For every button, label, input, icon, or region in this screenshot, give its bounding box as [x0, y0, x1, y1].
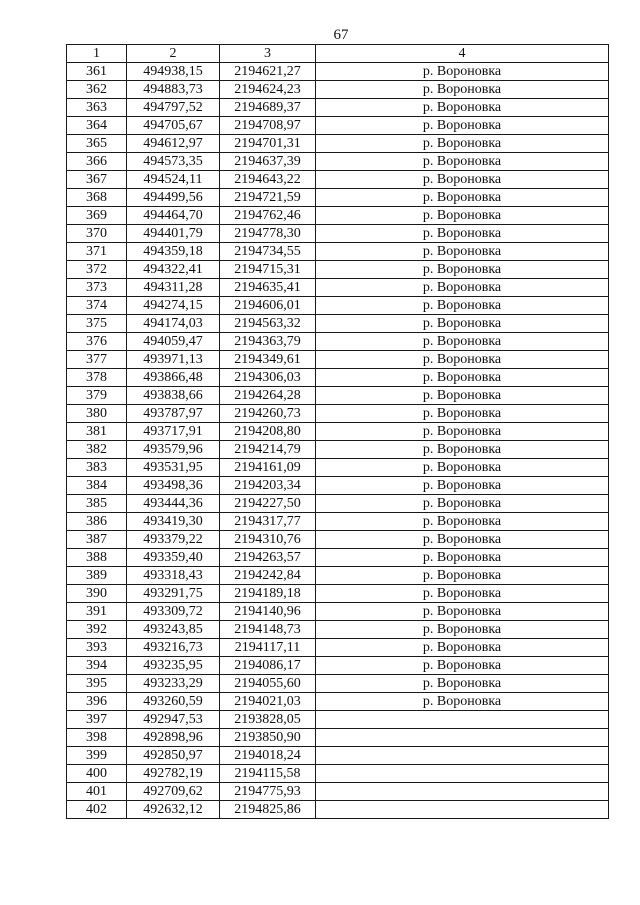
point-number-cell: 394	[67, 657, 127, 675]
x-coordinate-cell: 494464,70	[127, 207, 220, 225]
x-coordinate-cell: 493498,36	[127, 477, 220, 495]
point-number-cell: 375	[67, 315, 127, 333]
y-coordinate-cell: 2194115,58	[220, 765, 316, 783]
x-coordinate-cell: 493379,22	[127, 531, 220, 549]
table-row	[67, 189, 609, 207]
table-row	[67, 657, 609, 675]
point-number-cell: 382	[67, 441, 127, 459]
table-row	[67, 243, 609, 261]
table-row	[67, 549, 609, 567]
table-row	[67, 117, 609, 135]
table-row	[67, 81, 609, 99]
x-coordinate-cell: 493235,95	[127, 657, 220, 675]
x-coordinate-cell: 493291,75	[127, 585, 220, 603]
y-coordinate-cell: 2194775,93	[220, 783, 316, 801]
y-coordinate-cell: 2194260,73	[220, 405, 316, 423]
description-cell: р. Вороновка	[316, 279, 609, 297]
description-cell: р. Вороновка	[316, 459, 609, 477]
point-number-cell: 393	[67, 639, 127, 657]
x-coordinate-cell: 494883,73	[127, 81, 220, 99]
description-cell: р. Вороновка	[316, 63, 609, 81]
description-cell: р. Вороновка	[316, 693, 609, 711]
y-coordinate-cell: 2194734,55	[220, 243, 316, 261]
table-row	[67, 513, 609, 531]
x-coordinate-cell: 493838,66	[127, 387, 220, 405]
table-row	[67, 333, 609, 351]
y-coordinate-cell: 2194635,41	[220, 279, 316, 297]
y-coordinate-cell: 2194140,96	[220, 603, 316, 621]
x-coordinate-cell: 494938,15	[127, 63, 220, 81]
description-cell: р. Вороновка	[316, 621, 609, 639]
x-coordinate-cell: 493444,36	[127, 495, 220, 513]
description-cell: р. Вороновка	[316, 243, 609, 261]
point-number-cell: 398	[67, 729, 127, 747]
description-cell: р. Вороновка	[316, 189, 609, 207]
header-cell-2: 2	[127, 45, 220, 63]
description-cell: р. Вороновка	[316, 585, 609, 603]
point-number-cell: 386	[67, 513, 127, 531]
y-coordinate-cell: 2194117,11	[220, 639, 316, 657]
y-coordinate-cell: 2193828,05	[220, 711, 316, 729]
point-number-cell: 374	[67, 297, 127, 315]
y-coordinate-cell: 2194721,59	[220, 189, 316, 207]
y-coordinate-cell: 2194715,31	[220, 261, 316, 279]
table-header	[67, 45, 609, 63]
y-coordinate-cell: 2194242,84	[220, 567, 316, 585]
point-number-cell: 392	[67, 621, 127, 639]
description-cell: р. Вороновка	[316, 225, 609, 243]
description-cell: р. Вороновка	[316, 603, 609, 621]
table-body	[67, 63, 609, 819]
table-row	[67, 783, 609, 801]
description-cell: р. Вороновка	[316, 387, 609, 405]
table-row	[67, 747, 609, 765]
y-coordinate-cell: 2194306,03	[220, 369, 316, 387]
x-coordinate-cell: 493866,48	[127, 369, 220, 387]
table-row	[67, 171, 609, 189]
y-coordinate-cell: 2194643,22	[220, 171, 316, 189]
x-coordinate-cell: 493531,95	[127, 459, 220, 477]
point-number-cell: 399	[67, 747, 127, 765]
description-cell: р. Вороновка	[316, 261, 609, 279]
description-cell: р. Вороновка	[316, 369, 609, 387]
point-number-cell: 400	[67, 765, 127, 783]
table-row	[67, 63, 609, 81]
y-coordinate-cell: 2194563,32	[220, 315, 316, 333]
y-coordinate-cell: 2194637,39	[220, 153, 316, 171]
y-coordinate-cell: 2194310,76	[220, 531, 316, 549]
point-number-cell: 363	[67, 99, 127, 117]
point-number-cell: 378	[67, 369, 127, 387]
x-coordinate-cell: 493318,43	[127, 567, 220, 585]
y-coordinate-cell: 2194606,01	[220, 297, 316, 315]
x-coordinate-cell: 493579,96	[127, 441, 220, 459]
description-cell	[316, 729, 609, 747]
point-number-cell: 369	[67, 207, 127, 225]
point-number-cell: 381	[67, 423, 127, 441]
table-row	[67, 567, 609, 585]
y-coordinate-cell: 2194363,79	[220, 333, 316, 351]
header-cell-4: 4	[316, 45, 609, 63]
table-row	[67, 423, 609, 441]
point-number-cell: 371	[67, 243, 127, 261]
y-coordinate-cell: 2194161,09	[220, 459, 316, 477]
description-cell: р. Вороновка	[316, 531, 609, 549]
x-coordinate-cell: 494499,56	[127, 189, 220, 207]
x-coordinate-cell: 493787,97	[127, 405, 220, 423]
coordinates-table	[66, 44, 609, 819]
y-coordinate-cell: 2194264,28	[220, 387, 316, 405]
y-coordinate-cell: 2194708,97	[220, 117, 316, 135]
x-coordinate-cell: 493243,85	[127, 621, 220, 639]
table-row	[67, 297, 609, 315]
description-cell	[316, 711, 609, 729]
x-coordinate-cell: 493216,73	[127, 639, 220, 657]
y-coordinate-cell: 2194621,27	[220, 63, 316, 81]
x-coordinate-cell: 493419,30	[127, 513, 220, 531]
description-cell: р. Вороновка	[316, 549, 609, 567]
y-coordinate-cell: 2194263,57	[220, 549, 316, 567]
y-coordinate-cell: 2193850,90	[220, 729, 316, 747]
description-cell: р. Вороновка	[316, 441, 609, 459]
y-coordinate-cell: 2194624,23	[220, 81, 316, 99]
table-row	[67, 603, 609, 621]
point-number-cell: 395	[67, 675, 127, 693]
description-cell: р. Вороновка	[316, 297, 609, 315]
table-row	[67, 765, 609, 783]
description-cell: р. Вороновка	[316, 423, 609, 441]
point-number-cell: 387	[67, 531, 127, 549]
y-coordinate-cell: 2194148,73	[220, 621, 316, 639]
description-cell: р. Вороновка	[316, 567, 609, 585]
table-row	[67, 351, 609, 369]
y-coordinate-cell: 2194208,80	[220, 423, 316, 441]
description-cell: р. Вороновка	[316, 99, 609, 117]
description-cell: р. Вороновка	[316, 675, 609, 693]
y-coordinate-cell: 2194214,79	[220, 441, 316, 459]
point-number-cell: 391	[67, 603, 127, 621]
description-cell: р. Вороновка	[316, 477, 609, 495]
x-coordinate-cell: 493233,29	[127, 675, 220, 693]
x-coordinate-cell: 493971,13	[127, 351, 220, 369]
description-cell: р. Вороновка	[316, 405, 609, 423]
header-cell-3: 3	[220, 45, 316, 63]
header-cell-1: 1	[67, 45, 127, 63]
point-number-cell: 366	[67, 153, 127, 171]
point-number-cell: 361	[67, 63, 127, 81]
x-coordinate-cell: 494274,15	[127, 297, 220, 315]
table-row	[67, 729, 609, 747]
x-coordinate-cell: 494359,18	[127, 243, 220, 261]
description-cell: р. Вороновка	[316, 135, 609, 153]
description-cell: р. Вороновка	[316, 153, 609, 171]
description-cell: р. Вороновка	[316, 333, 609, 351]
description-cell: р. Вороновка	[316, 513, 609, 531]
x-coordinate-cell: 493260,59	[127, 693, 220, 711]
x-coordinate-cell: 494401,79	[127, 225, 220, 243]
point-number-cell: 390	[67, 585, 127, 603]
table-row	[67, 621, 609, 639]
point-number-cell: 383	[67, 459, 127, 477]
x-coordinate-cell: 494174,03	[127, 315, 220, 333]
point-number-cell: 362	[67, 81, 127, 99]
x-coordinate-cell: 494322,41	[127, 261, 220, 279]
x-coordinate-cell: 492632,12	[127, 801, 220, 819]
x-coordinate-cell: 492947,53	[127, 711, 220, 729]
x-coordinate-cell: 494524,11	[127, 171, 220, 189]
table-row	[67, 693, 609, 711]
y-coordinate-cell: 2194778,30	[220, 225, 316, 243]
point-number-cell: 372	[67, 261, 127, 279]
x-coordinate-cell: 494059,47	[127, 333, 220, 351]
x-coordinate-cell: 494311,28	[127, 279, 220, 297]
point-number-cell: 373	[67, 279, 127, 297]
point-number-cell: 376	[67, 333, 127, 351]
x-coordinate-cell: 493359,40	[127, 549, 220, 567]
description-cell: р. Вороновка	[316, 639, 609, 657]
point-number-cell: 385	[67, 495, 127, 513]
table-row	[67, 315, 609, 333]
description-cell: р. Вороновка	[316, 315, 609, 333]
y-coordinate-cell: 2194825,86	[220, 801, 316, 819]
x-coordinate-cell: 494573,35	[127, 153, 220, 171]
table-row	[67, 711, 609, 729]
point-number-cell: 397	[67, 711, 127, 729]
table-row	[67, 477, 609, 495]
table-row	[67, 387, 609, 405]
y-coordinate-cell: 2194203,34	[220, 477, 316, 495]
y-coordinate-cell: 2194689,37	[220, 99, 316, 117]
point-number-cell: 388	[67, 549, 127, 567]
table-row	[67, 531, 609, 549]
table-row	[67, 441, 609, 459]
description-cell: р. Вороновка	[316, 81, 609, 99]
table-row	[67, 801, 609, 819]
x-coordinate-cell: 494797,52	[127, 99, 220, 117]
x-coordinate-cell: 492850,97	[127, 747, 220, 765]
table-row	[67, 405, 609, 423]
point-number-cell: 368	[67, 189, 127, 207]
table-row	[67, 225, 609, 243]
table-row	[67, 495, 609, 513]
table-row	[67, 135, 609, 153]
table-row	[67, 261, 609, 279]
table-row	[67, 99, 609, 117]
x-coordinate-cell: 492709,62	[127, 783, 220, 801]
y-coordinate-cell: 2194086,17	[220, 657, 316, 675]
point-number-cell: 364	[67, 117, 127, 135]
table-row	[67, 675, 609, 693]
description-cell	[316, 747, 609, 765]
y-coordinate-cell: 2194021,03	[220, 693, 316, 711]
y-coordinate-cell: 2194762,46	[220, 207, 316, 225]
y-coordinate-cell: 2194018,24	[220, 747, 316, 765]
point-number-cell: 365	[67, 135, 127, 153]
y-coordinate-cell: 2194189,18	[220, 585, 316, 603]
page-number: 67	[333, 27, 349, 43]
table-row	[67, 639, 609, 657]
point-number-cell: 380	[67, 405, 127, 423]
description-cell: р. Вороновка	[316, 495, 609, 513]
point-number-cell: 370	[67, 225, 127, 243]
x-coordinate-cell: 494612,97	[127, 135, 220, 153]
table-row	[67, 459, 609, 477]
point-number-cell: 389	[67, 567, 127, 585]
y-coordinate-cell: 2194701,31	[220, 135, 316, 153]
description-cell: р. Вороновка	[316, 351, 609, 369]
header-row	[67, 45, 609, 63]
y-coordinate-cell: 2194227,50	[220, 495, 316, 513]
description-cell: р. Вороновка	[316, 207, 609, 225]
table-row	[67, 207, 609, 225]
point-number-cell: 384	[67, 477, 127, 495]
table-row	[67, 369, 609, 387]
x-coordinate-cell: 492782,19	[127, 765, 220, 783]
y-coordinate-cell: 2194317,77	[220, 513, 316, 531]
x-coordinate-cell: 494705,67	[127, 117, 220, 135]
point-number-cell: 377	[67, 351, 127, 369]
x-coordinate-cell: 493309,72	[127, 603, 220, 621]
table-row	[67, 153, 609, 171]
x-coordinate-cell: 492898,96	[127, 729, 220, 747]
point-number-cell: 401	[67, 783, 127, 801]
point-number-cell: 402	[67, 801, 127, 819]
point-number-cell: 396	[67, 693, 127, 711]
description-cell	[316, 783, 609, 801]
point-number-cell: 367	[67, 171, 127, 189]
description-cell	[316, 801, 609, 819]
description-cell: р. Вороновка	[316, 117, 609, 135]
x-coordinate-cell: 493717,91	[127, 423, 220, 441]
table-row	[67, 279, 609, 297]
description-cell: р. Вороновка	[316, 657, 609, 675]
table-row	[67, 585, 609, 603]
description-cell: р. Вороновка	[316, 171, 609, 189]
y-coordinate-cell: 2194055,60	[220, 675, 316, 693]
description-cell	[316, 765, 609, 783]
y-coordinate-cell: 2194349,61	[220, 351, 316, 369]
point-number-cell: 379	[67, 387, 127, 405]
